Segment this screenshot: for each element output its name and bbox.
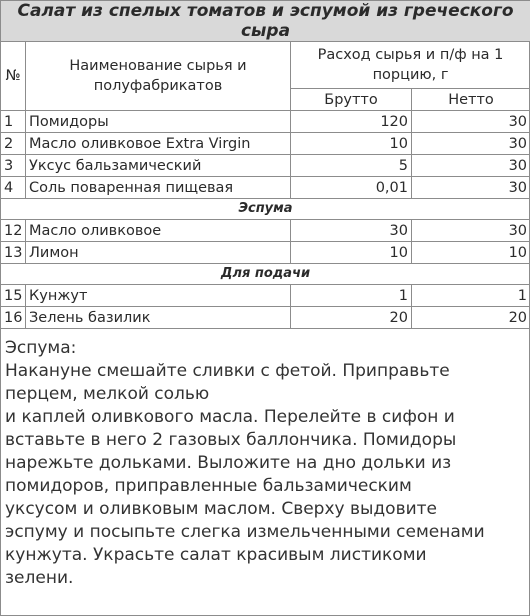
- row-netto: 30: [412, 155, 530, 177]
- table-row: [1, 133, 530, 155]
- row-netto: 30: [412, 133, 530, 155]
- header-brutto: Брутто: [291, 89, 412, 111]
- recipe-line: зелени.: [5, 568, 74, 588]
- table-row: [1, 242, 530, 264]
- row-name: Кунжут: [26, 285, 291, 307]
- row-brutto: 0,01: [291, 177, 412, 199]
- table-row: [1, 155, 530, 177]
- table-row: [1, 220, 530, 242]
- row-name: Зелень базилик: [26, 307, 291, 329]
- row-brutto: 1: [291, 285, 412, 307]
- row-number: 4: [1, 177, 26, 199]
- row-name: Масло оливковое Extra Virgin: [26, 133, 291, 155]
- row-brutto: 120: [291, 111, 412, 133]
- section-row-serving: [1, 264, 530, 285]
- row-netto: 1: [412, 285, 530, 307]
- row-name: Помидоры: [26, 111, 291, 133]
- row-number: 2: [1, 133, 26, 155]
- row-number: 15: [1, 285, 26, 307]
- recipe-line: вставьте в него 2 газовых баллончика. Помидоры: [5, 430, 457, 450]
- recipe-text: [1, 329, 529, 590]
- row-number: 16: [1, 307, 26, 329]
- row-brutto: 20: [291, 307, 412, 329]
- recipe-line: кунжута. Украсьте салат красивым листикоми: [5, 545, 427, 565]
- row-name: Лимон: [26, 242, 291, 264]
- header-number: №: [1, 42, 26, 111]
- row-brutto: 10: [291, 133, 412, 155]
- header-name: Наименование сырья и полуфабрикатов: [26, 42, 291, 111]
- recipe-line: помидоров, приправленные бальзамическим: [5, 476, 412, 496]
- header-netto: Нетто: [412, 89, 530, 111]
- row-netto: 30: [412, 111, 530, 133]
- recipe-line: перцем, мелкой солью: [5, 384, 210, 404]
- header-row-1: [1, 42, 530, 89]
- section-title-serving: Для подачи: [1, 264, 530, 285]
- recipe-line: эспуму и посыпьте слегка измельченными семенами: [5, 522, 485, 542]
- recipe-line: Эспума:: [5, 338, 77, 358]
- section-title-espuma: Эспума: [1, 199, 530, 220]
- row-name: Масло оливковое: [26, 220, 291, 242]
- row-name: Уксус бальзамический: [26, 155, 291, 177]
- row-number: 3: [1, 155, 26, 177]
- table-row: [1, 111, 530, 133]
- section-row-espuma: [1, 199, 530, 220]
- recipe-line: нарежьте дольками. Выложите на дно дольки из: [5, 453, 452, 473]
- dish-title: Салат из спелых томатов и эспумой из греческого сыра: [1, 1, 530, 42]
- row-netto: 30: [412, 220, 530, 242]
- table-row: [1, 307, 530, 329]
- recipe-line: уксусом и оливковым маслом. Сверху выдовите: [5, 499, 438, 519]
- row-netto: 30: [412, 177, 530, 199]
- table-row: [1, 285, 530, 307]
- row-brutto: 10: [291, 242, 412, 264]
- row-number: 12: [1, 220, 26, 242]
- row-number: 13: [1, 242, 26, 264]
- row-brutto: 30: [291, 220, 412, 242]
- row-number: 1: [1, 111, 26, 133]
- row-brutto: 5: [291, 155, 412, 177]
- row-netto: 10: [412, 242, 530, 264]
- header-consumption: Расход сырья и п/ф на 1 порцию, г: [291, 42, 530, 89]
- table-row: [1, 177, 530, 199]
- recipe-line: и каплей оливкового масла. Перелейте в сифон и: [5, 407, 455, 427]
- title-row: [1, 1, 530, 42]
- row-netto: 20: [412, 307, 530, 329]
- recipe-line: Накануне смешайте сливки с фетой. Приправьте: [5, 361, 450, 381]
- row-name: Соль поваренная пищевая: [26, 177, 291, 199]
